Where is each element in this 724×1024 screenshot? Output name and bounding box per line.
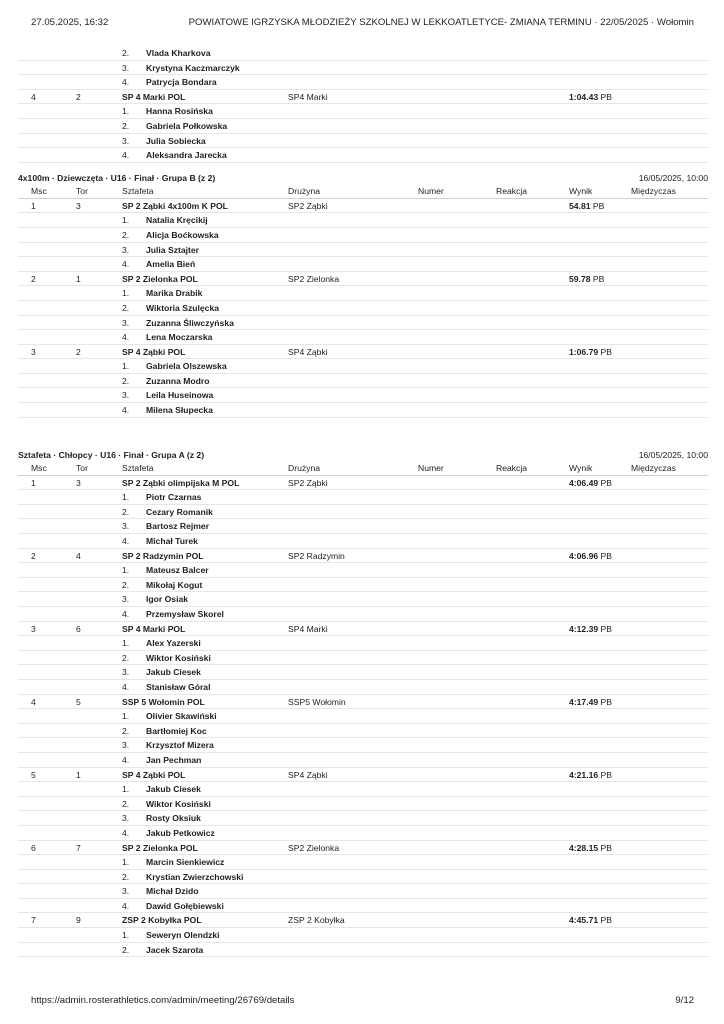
athlete-name: Gabriela Olszewska [146,361,227,372]
relay-member-row [18,636,708,651]
section-gap [18,418,708,440]
column-header: Reakcja [496,185,528,196]
team-name: SSP5 Wołomin [288,696,346,707]
relay-member-row [18,826,708,841]
lane: 2 [76,346,81,357]
relay-team-row [18,549,708,564]
relay-member-row [18,61,708,76]
relay-team-row [18,199,708,214]
pb-badge: PB [592,273,605,284]
leg-number: 4. [122,332,130,343]
event-title: 4x100m · Dziewczęta · U16 · Finał · Grupa B (z 2) [18,172,216,183]
leg-number: 1. [122,711,130,722]
relay-member-row [18,75,708,90]
leg-number: 1. [122,930,130,941]
place: 7 [31,915,36,926]
leg-number: 2. [122,798,130,809]
lane: 6 [76,623,81,634]
result [569,622,612,637]
leg-number: 2. [122,871,130,882]
leg-number: 3. [122,594,130,605]
team-name: ZSP 2 Kobyłka [288,915,345,926]
relay-member-row [18,665,708,680]
leg-number: 2. [122,652,130,663]
result-time: 4:17.49 [569,696,599,707]
relay-member-row [18,753,708,768]
place: 1 [31,200,36,211]
place: 4 [31,91,36,102]
leg-number: 4. [122,77,130,88]
athlete-name: Wiktor Kosiński [146,652,211,663]
leg-number: 3. [122,667,130,678]
relay-member-row [18,213,708,228]
lane: 5 [76,696,81,707]
relay-member-row [18,680,708,695]
place: 1 [31,477,36,488]
leg-number: 2. [122,375,130,386]
athlete-name: Cezary Romanik [146,506,213,517]
event-header [18,448,708,462]
athlete-name: Mikołaj Kogut [146,579,203,590]
place: 4 [31,696,36,707]
result [569,345,612,360]
page-number: 9/12 [675,995,694,1006]
result-time: 4:06.96 [569,550,599,561]
team-name: SP2 Zielonka [288,273,340,284]
result [569,272,604,287]
athlete-name: Zuzanna Modro [146,375,210,386]
result-time: 4:06.49 [569,477,599,488]
result [569,90,612,105]
athlete-name: Krystyna Kaczmarczyk [146,62,240,73]
place: 2 [31,273,36,284]
lane: 3 [76,477,81,488]
column-header: Tor [76,462,88,473]
column-header: Sztafeta [122,185,154,196]
relay-member-row [18,563,708,578]
relay-member-row [18,46,708,61]
leg-number: 2. [122,579,130,590]
relay-member-row [18,490,708,505]
leg-number: 2. [122,48,130,58]
athlete-name: Alex Yazerski [146,638,201,649]
leg-number: 1. [122,565,130,576]
relay-member-row [18,519,708,534]
column-header: Wynik [569,462,593,473]
column-header: Msc [31,462,47,473]
lane: 4 [76,550,81,561]
athlete-name: Seweryn Olendzki [146,930,220,941]
athlete-name: Wiktoria Szulęcka [146,302,219,313]
lane: 1 [76,273,81,284]
leg-number: 4. [122,900,130,911]
relay-member-row [18,592,708,607]
lane: 3 [76,200,81,211]
relay-member-row [18,797,708,812]
leg-number: 3. [122,813,130,824]
leg-number: 3. [122,886,130,897]
relay-member-row [18,228,708,243]
leg-number: 4. [122,827,130,838]
athlete-name: Julia Sobiecka [146,135,206,146]
relay-member-row [18,811,708,826]
team-name: SP4 Marki [288,623,328,634]
team-name: SP2 Ząbki [288,200,328,211]
relay-member-row [18,134,708,149]
leg-number: 1. [122,492,130,503]
leg-number: 1. [122,106,130,117]
column-headers [18,185,708,199]
relay-member-row [18,870,708,885]
relay-name: SP 4 Ząbki POL [122,346,186,357]
relay-member-row [18,148,708,163]
relay-team-row [18,272,708,287]
relay-name: SSP 5 Wołomin POL [122,696,205,707]
leg-number: 2. [122,725,130,736]
relay-member-row [18,330,708,345]
column-header: Drużyna [288,462,320,473]
leg-number: 3. [122,740,130,751]
relay-team-row [18,476,708,491]
athlete-name: Jacek Szarota [146,944,204,955]
pb-badge: PB [592,200,605,211]
relay-member-row [18,403,708,418]
event-time: 16/05/2025, 10:00 [638,449,708,460]
relay-member-row [18,709,708,724]
relay-member-row [18,316,708,331]
column-header: Międzyczas [631,462,676,473]
leg-number: 3. [122,521,130,532]
result-time: 1:06.79 [569,346,599,357]
athlete-name: Przemysław Skorel [146,609,224,619]
relay-name: SP 4 Ząbki POL [122,769,186,780]
lane: 2 [76,91,81,102]
place: 2 [31,550,36,561]
athlete-name: Milena Słupecka [146,405,213,416]
column-header: Numer [418,462,444,473]
athlete-name: Gabriela Połkowska [146,120,228,131]
relay-member-row [18,374,708,389]
leg-number: 3. [122,244,130,255]
athlete-name: Marcin Sienkiewicz [146,857,225,868]
relay-member-row [18,243,708,258]
relay-team-row [18,768,708,783]
result [569,841,612,856]
result-time: 1:04.43 [569,91,599,102]
results-content [18,46,708,957]
relay-member-row [18,884,708,899]
result-time: 4:45.71 [569,915,599,926]
leg-number: 3. [122,390,130,401]
relay-member-row [18,607,708,622]
column-header: Numer [418,185,444,196]
column-header: Msc [31,185,47,196]
athlete-name: Rosty Oksiuk [146,813,201,824]
athlete-name: Amelia Bień [146,259,196,270]
relay-member-row [18,119,708,134]
pb-badge: PB [600,696,613,707]
leg-number: 3. [122,135,130,146]
relay-member-row [18,899,708,914]
relay-member-row [18,578,708,593]
relay-member-row [18,359,708,374]
leg-number: 1. [122,215,130,226]
leg-number: 1. [122,638,130,649]
column-headers [18,462,708,476]
athlete-name: Mateusz Balcer [146,565,209,576]
event-header [18,171,708,185]
athlete-name: Michał Turek [146,536,198,547]
athlete-name: Michał Dzido [146,886,199,897]
athlete-name: Jakub Petkowicz [146,827,215,838]
athlete-name: Alicja Boćkowska [146,229,219,240]
relay-team-row [18,695,708,710]
result [569,549,612,564]
relay-member-row [18,104,708,119]
team-name: SP2 Radzymin [288,550,345,561]
pb-badge: PB [600,477,613,488]
leg-number: 2. [122,302,130,313]
leg-number: 2. [122,229,130,240]
relay-team-row [18,841,708,856]
relay-name: SP 2 Zielonka POL [122,273,198,284]
athlete-name: Marika Drabik [146,288,203,299]
athlete-name: Natalia Kręcikij [146,215,208,226]
athlete-name: Piotr Czarnas [146,492,202,503]
relay-member-row [18,257,708,272]
leg-number: 4. [122,259,130,270]
leg-number: 4. [122,536,130,547]
relay-name: SP 2 Zielonka POL [122,842,198,853]
athlete-name: Dawid Gołębiewski [146,900,224,911]
lane: 7 [76,842,81,853]
leg-number: 4. [122,405,130,416]
leg-number: 4. [122,609,130,619]
page-footer [31,995,694,1009]
pb-badge: PB [600,91,613,102]
column-header: Międzyczas [631,185,676,196]
leg-number: 4. [122,754,130,765]
event-title: Sztafeta · Chłopcy · U16 · Finał · Grupa A (z 2) [18,449,205,460]
athlete-name: Jakub Ciesek [146,667,201,678]
relay-team-row [18,913,708,928]
leg-number: 2. [122,944,130,955]
result [569,768,612,783]
place: 5 [31,769,36,780]
relay-team-row [18,622,708,637]
source-url[interactable]: https://admin.rosterathletics.com/admin/meeting/26769/details [31,995,295,1006]
leg-number: 2. [122,506,130,517]
place: 3 [31,623,36,634]
athlete-name: Wiktor Kosiński [146,798,211,809]
relay-member-row [18,534,708,549]
result [569,913,612,928]
pb-badge: PB [600,550,613,561]
athlete-name: Bartłomiej Koc [146,725,207,736]
place: 3 [31,346,36,357]
team-name: SP2 Ząbki [288,477,328,488]
relay-name: SP 2 Ząbki 4x100m K POL [122,200,228,211]
leg-number: 3. [122,317,130,328]
relay-member-row [18,724,708,739]
column-header: Tor [76,185,88,196]
event-time: 16/05/2025, 10:00 [638,172,708,183]
result [569,199,604,214]
place: 6 [31,842,36,853]
result-time: 4:28.15 [569,842,599,853]
relay-member-row [18,505,708,520]
column-header: Sztafeta [122,462,154,473]
lane: 1 [76,769,81,780]
leg-number: 4. [122,681,130,692]
team-name: SP2 Zielonka [288,842,340,853]
relay-team-row [18,90,708,105]
column-header: Wynik [569,185,593,196]
relay-member-row [18,651,708,666]
relay-member-row [18,301,708,316]
document-title: POWIATOWE IGRZYSKA MŁODZIEŻY SZKOLNEJ W LEKKOATLETYCE- ZMIANA TERMINU · 22/05/2025 · Wołomin [188,17,694,28]
relay-member-row [18,928,708,943]
leg-number: 1. [122,288,130,299]
relay-member-row [18,388,708,403]
relay-name: SP 2 Ząbki olimpijska M POL [122,477,240,488]
athlete-name: Vlada Kharkova [146,48,211,58]
pb-badge: PB [600,769,613,780]
relay-name: SP 4 Marki POL [122,91,186,102]
athlete-name: Igor Osiak [146,594,189,605]
athlete-name: Patrycja Bondara [146,77,217,88]
athlete-name: Leila Huseinowa [146,390,214,401]
column-header: Drużyna [288,185,320,196]
relay-name: SP 2 Radzymin POL [122,550,204,561]
athlete-name: Krzysztof Mizera [146,740,214,751]
athlete-name: Olivier Skawiński [146,711,217,722]
athlete-name: Hanna Rosińska [146,106,213,117]
pb-badge: PB [600,915,613,926]
athlete-name: Aleksandra Jarecka [146,150,227,161]
team-name: SP4 Marki [288,91,328,102]
result [569,476,612,491]
relay-name: ZSP 2 Kobyłka POL [122,915,202,926]
result-time: 4:21.16 [569,769,599,780]
result [569,695,612,710]
leg-number: 1. [122,784,130,795]
page-header [31,17,694,31]
relay-name: SP 4 Marki POL [122,623,186,634]
relay-member-row [18,782,708,797]
pb-badge: PB [600,623,613,634]
print-timestamp: 27.05.2025, 16:32 [31,17,109,28]
leg-number: 2. [122,120,130,131]
pb-badge: PB [600,346,613,357]
team-name: SP4 Ząbki [288,769,328,780]
leg-number: 1. [122,361,130,372]
athlete-name: Zuzanna Śliwczyńska [146,317,234,328]
result-time: 59.78 [569,273,591,284]
athlete-name: Jan Pechman [146,754,202,765]
athlete-name: Lena Moczarska [146,332,213,343]
leg-number: 3. [122,62,130,73]
athlete-name: Krystian Zwierzchowski [146,871,244,882]
athlete-name: Jakub Ciesek [146,784,201,795]
relay-member-row [18,738,708,753]
leg-number: 1. [122,857,130,868]
pb-badge: PB [600,842,613,853]
relay-team-row [18,345,708,360]
result-time: 4:12.39 [569,623,599,634]
athlete-name: Bartosz Rejmer [146,521,210,532]
athlete-name: Stanisław Góral [146,681,211,692]
relay-member-row [18,855,708,870]
result-time: 54.81 [569,200,591,211]
relay-member-row [18,943,708,958]
team-name: SP4 Ząbki [288,346,328,357]
relay-member-row [18,286,708,301]
athlete-name: Julia Sztajter [146,244,200,255]
column-header: Reakcja [496,462,528,473]
leg-number: 4. [122,150,130,161]
lane: 9 [76,915,81,926]
